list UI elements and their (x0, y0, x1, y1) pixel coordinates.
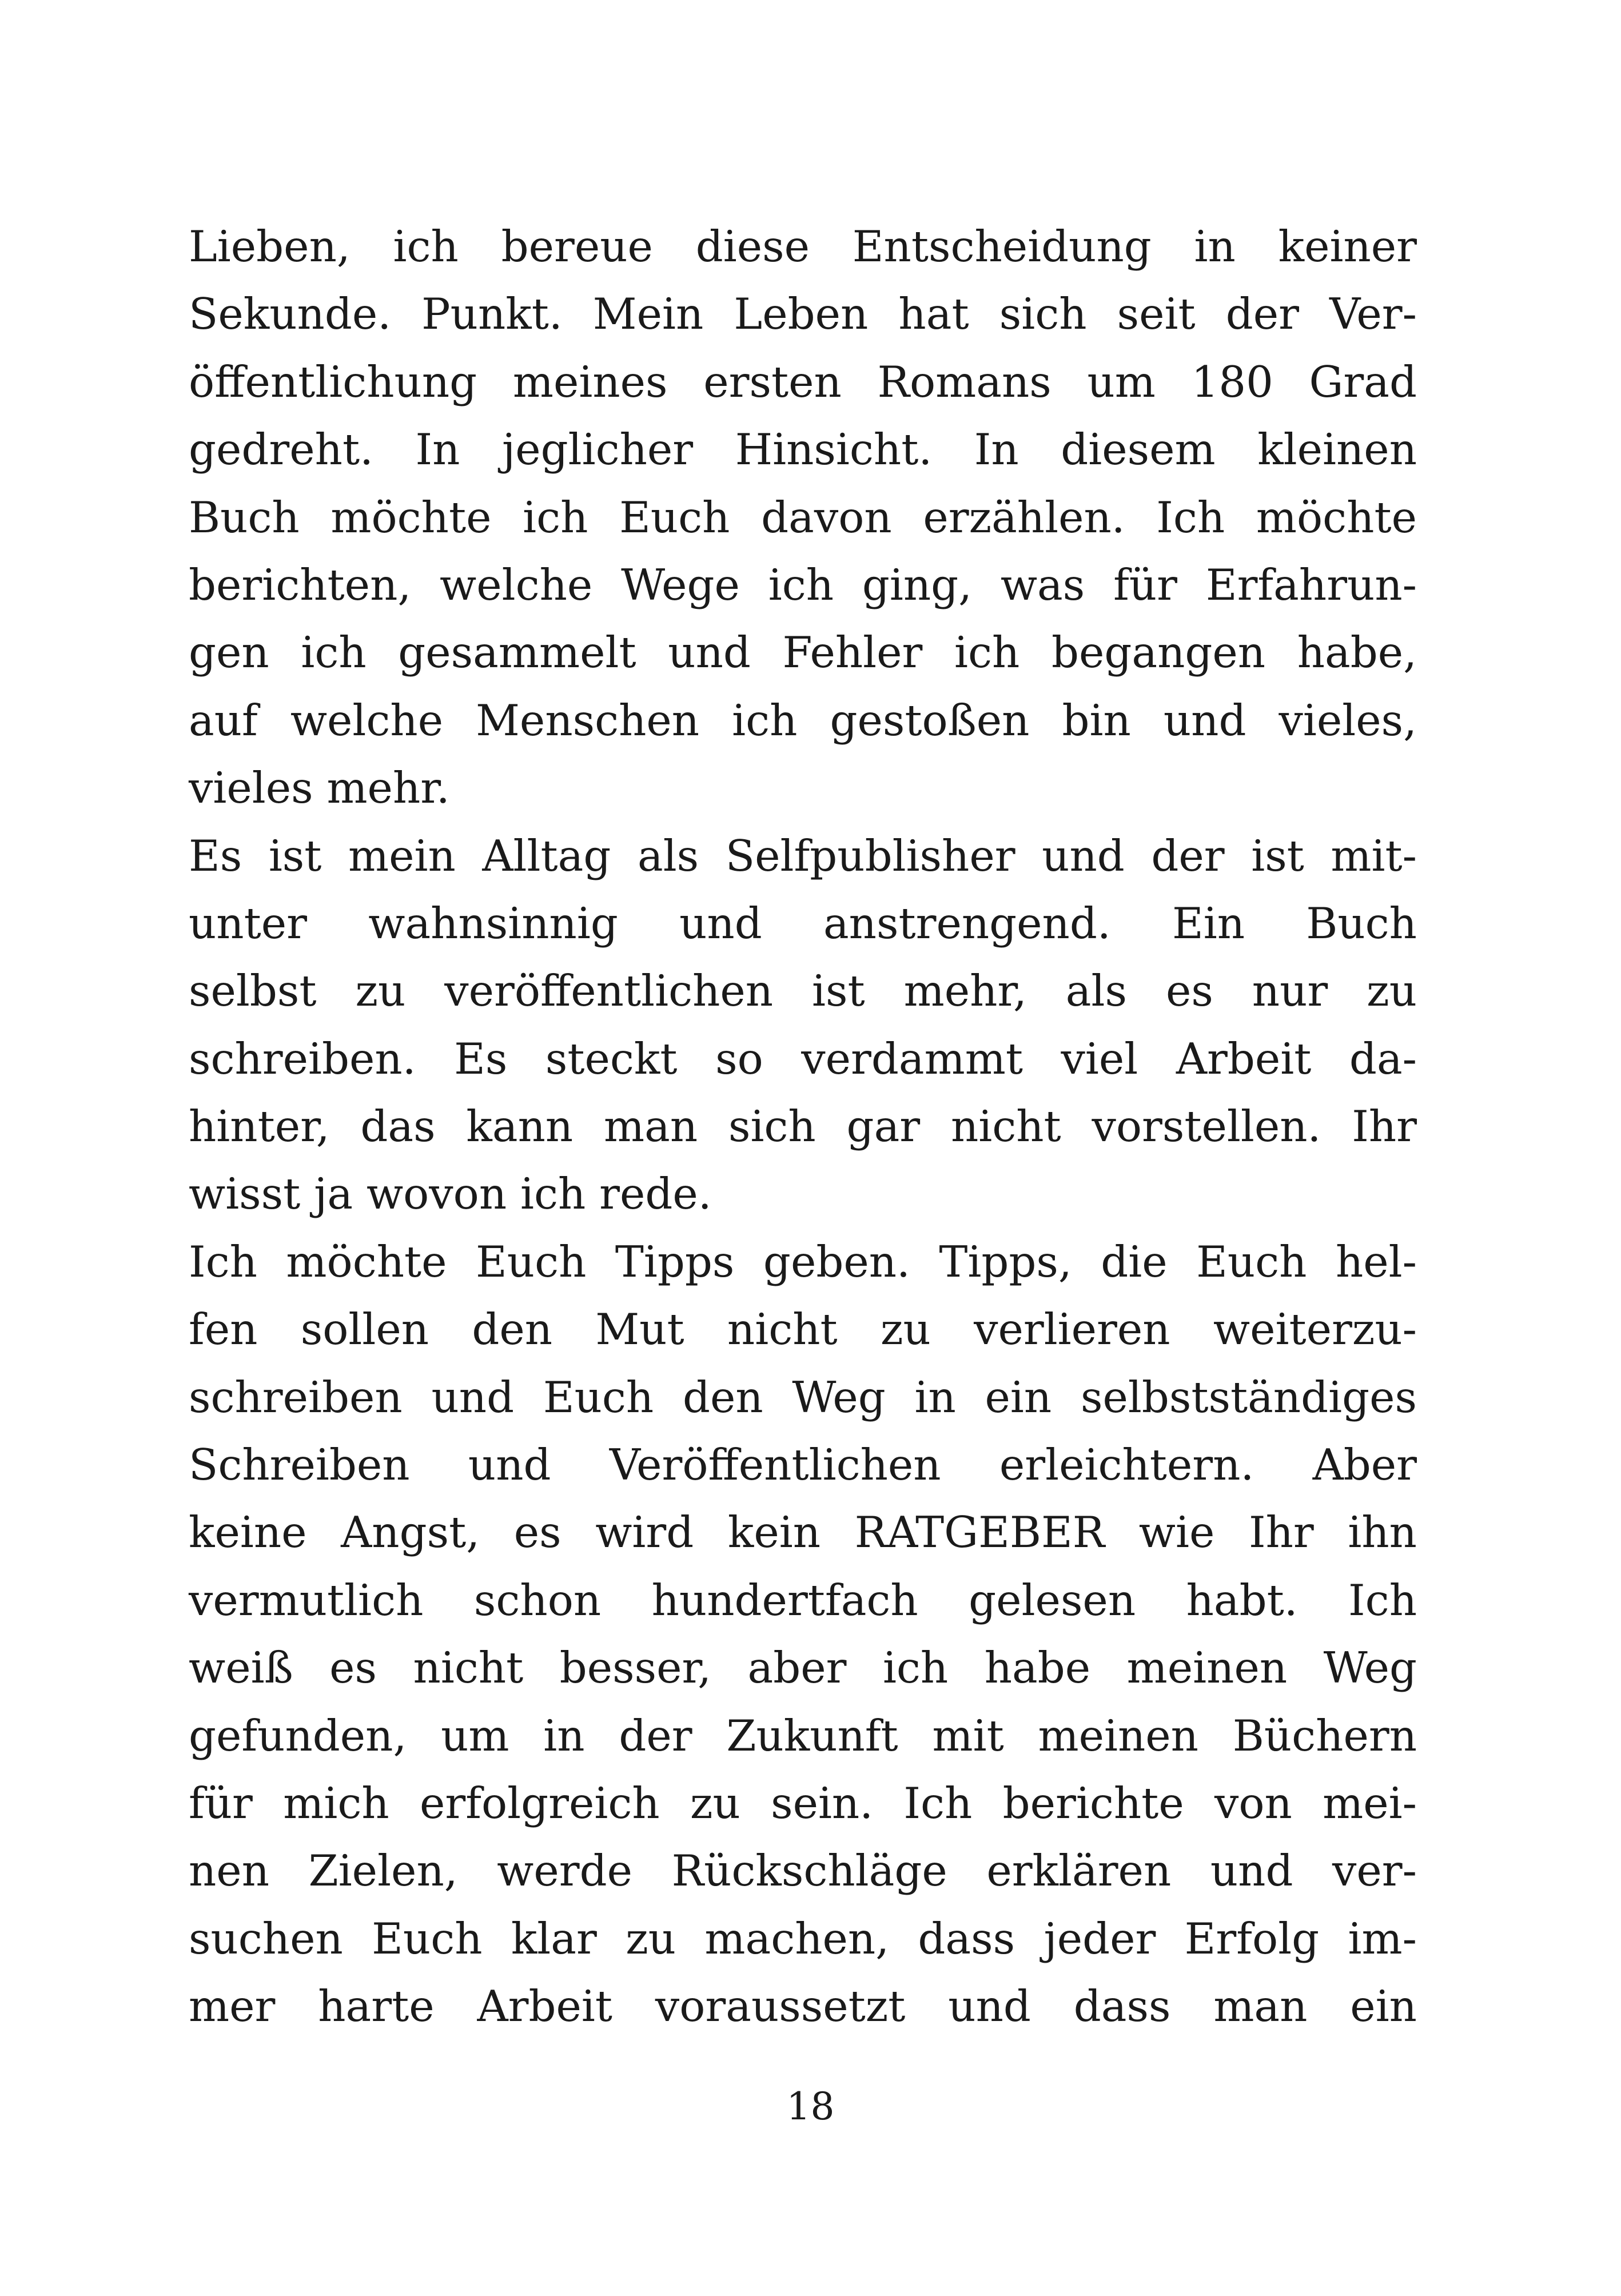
page-number: 18 (786, 2084, 835, 2128)
text-line: suchen Euch klar zu machen, dass jeder Erfolg im- (189, 1913, 1417, 1964)
paragraph-2 (189, 822, 1417, 1228)
text-line: unter wahnsinnig und anstrengend. Ein Buch (189, 898, 1417, 948)
text-line: Sekunde. Punkt. Mein Leben hat sich seit der Ver- (189, 289, 1417, 340)
text-line: vermutlich schon hundertfach gelesen habt. Ich (189, 1574, 1417, 1625)
text-line: schreiben. Es steckt so verdammt viel Arbeit da- (189, 1033, 1417, 1084)
text-line: für mich erfolgreich zu sein. Ich berichte von mei- (189, 1777, 1417, 1828)
text-line: wisst ja wovon ich rede. (189, 1169, 712, 1219)
body-text (189, 213, 1417, 2040)
text-line: berichten, welche Wege ich ging, was für Erfahrun- (189, 559, 1417, 610)
text-line: keine Angst, es wird kein RATGEBER wie Ihr ihn (189, 1507, 1417, 1558)
text-line: vieles mehr. (189, 763, 450, 814)
text-line: Es ist mein Alltag als Selfpublisher und der ist mit- (189, 830, 1417, 881)
text-line: öffentlichung meines ersten Romans um 180 Grad (189, 356, 1417, 407)
text-line: Schreiben und Veröffentlichen erleichtern. Aber (189, 1440, 1417, 1490)
text-line: Lieben, ich bereue diese Entscheidung in keiner (189, 221, 1417, 272)
text-line: schreiben und Euch den Weg in ein selbstständiges (189, 1372, 1417, 1422)
text-line: mer harte Arbeit voraussetzt und dass man ein (189, 1981, 1417, 2032)
text-line: Ich möchte Euch Tipps geben. Tipps, die Euch hel- (189, 1236, 1417, 1287)
text-line: nen Zielen, werde Rückschläge erklären und ver- (189, 1845, 1417, 1896)
text-line: gedreht. In jeglicher Hinsicht. In diesem kleinen (189, 424, 1417, 475)
text-line: auf welche Menschen ich gestoßen bin und vieles, (189, 695, 1417, 746)
text-line: fen sollen den Mut nicht zu verlieren weiterzu- (189, 1304, 1417, 1355)
text-line: gen ich gesammelt und Fehler ich begangen habe, (189, 627, 1417, 678)
text-line: hinter, das kann man sich gar nicht vorstellen. Ihr (189, 1101, 1417, 1152)
text-line: selbst zu veröffentlichen ist mehr, als es nur zu (189, 966, 1417, 1017)
paragraph-3 (189, 1228, 1417, 2040)
paragraph-1 (189, 213, 1417, 822)
text-line: weiß es nicht besser, aber ich habe meinen Weg (189, 1643, 1417, 1693)
text-line: Buch möchte ich Euch davon erzählen. Ich möchte (189, 492, 1417, 543)
text-line: gefunden, um in der Zukunft mit meinen Büchern (189, 1710, 1417, 1761)
